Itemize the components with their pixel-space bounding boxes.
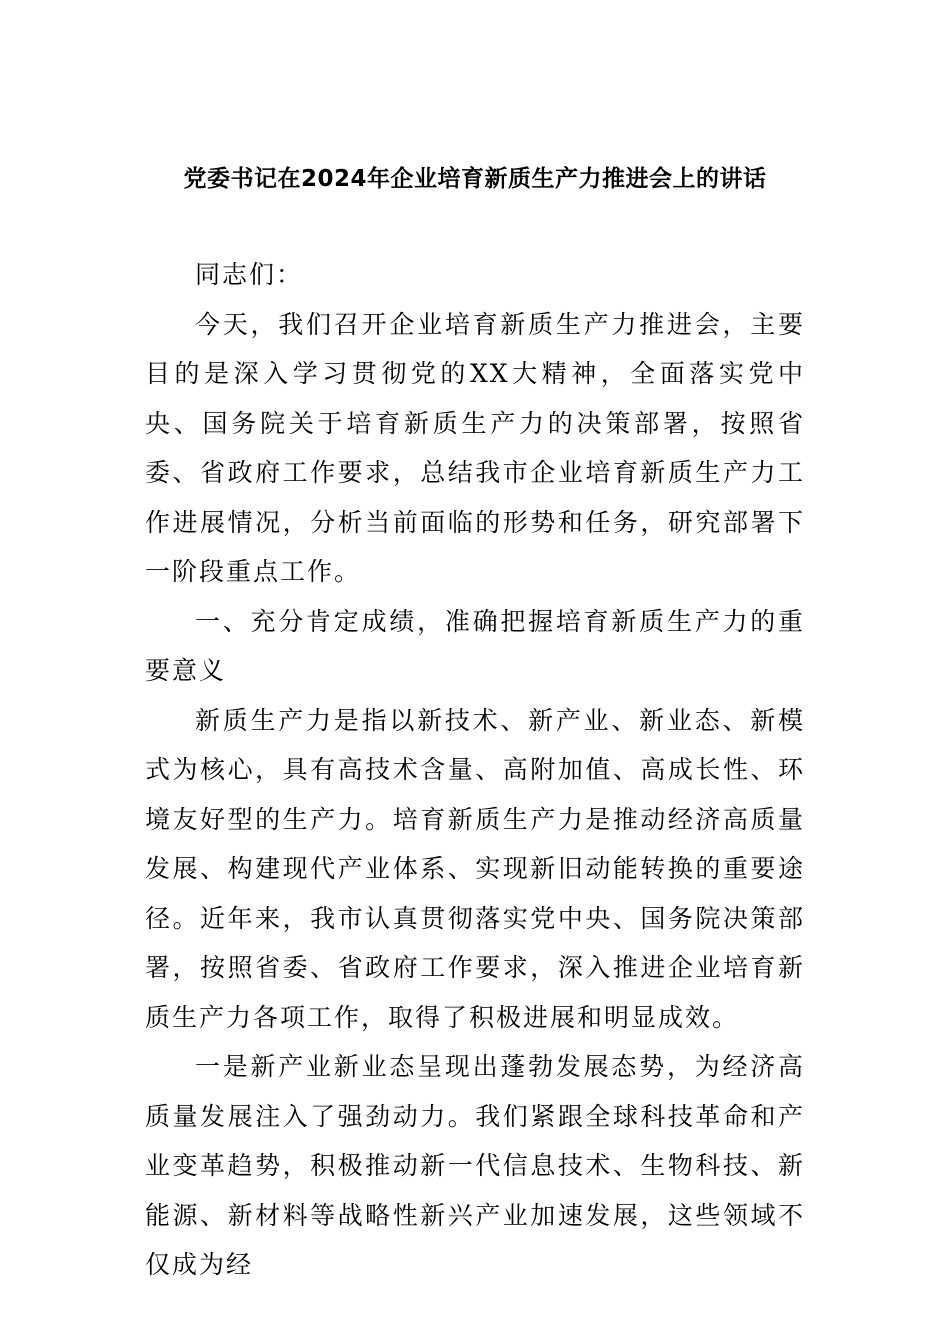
salutation: 同志们： [195, 260, 304, 289]
section-heading-1: 一、充分肯定成绩，准确把握培育新质生产力的重要意义 [145, 606, 805, 685]
paragraph-intro: 今天，我们召开企业培育新质生产力推进会，主要目的是深入学习贯彻党的XX大精神，全面落实党中央、国务院关于培育新质生产力的决策部署，按照省委、省政府工作要求，总结我市企业培育新质生产力工作进展情况，分析当前面临的形势和任务，研究部署下一阶段重点工作。 [145, 309, 805, 586]
paragraph-definition: 新质生产力是指以新技术、新产业、新业态、新模式为核心，具有高技术含量、高附加值、高成长性、环境友好型的生产力。培育新质生产力是推动经济高质量发展、构建现代产业体系、实现新旧动能转换的重要途径。近年来，我市认真贯彻落实党中央、国务院决策部署，按照省委、省政府工作要求，深入推进企业培育新质生产力各项工作，取得了积极进展和明显成效。 [145, 705, 805, 1032]
document-body [145, 250, 805, 1290]
document-title: 党委书记在2024年企业培育新质生产力推进会上的讲话 [183, 166, 767, 192]
paragraph-point-1: 一是新产业新业态呈现出蓬勃发展态势，为经济高质量发展注入了强劲动力。我们紧跟全球科技革命和产业变革趋势，积极推动新一代信息技术、生物科技、新能源、新材料等战略性新兴产业加速发展，这些领域不仅成为经 [145, 1052, 805, 1279]
